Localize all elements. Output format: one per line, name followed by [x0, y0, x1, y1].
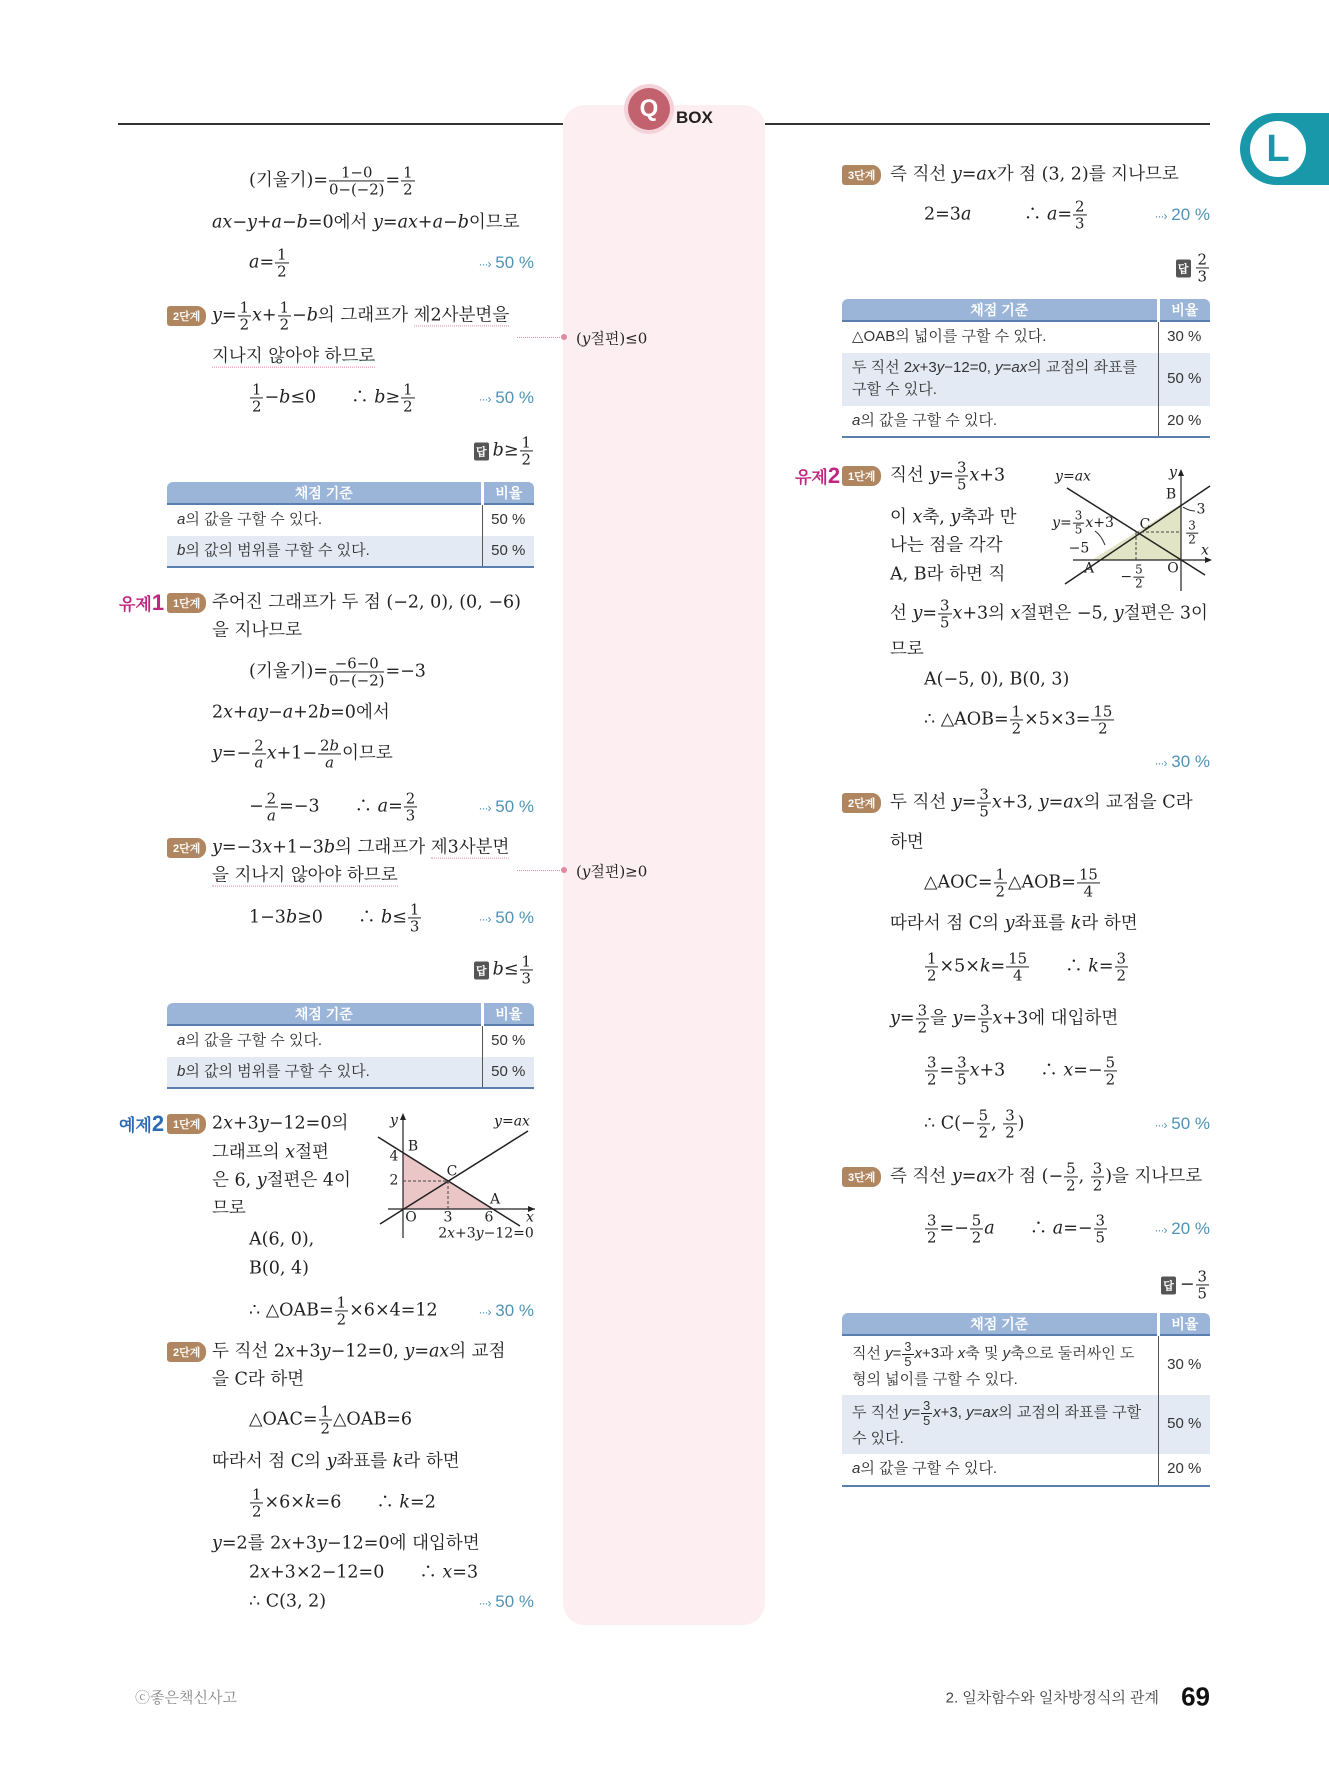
arrow-icon: ···› — [478, 257, 491, 271]
answer-icon: 답 — [474, 442, 489, 460]
graph-label: y — [390, 1112, 398, 1129]
table-cell: 두 직선 2x+3y−12=0, y=ax의 교점의 좌표를 구할 수 있다. — [842, 353, 1158, 406]
answer-value: b≥ $\frac{1}{2}$ — [492, 433, 531, 469]
text-line: 은 6, y절편은 4이 — [212, 1170, 351, 1191]
top-rule-left — [118, 123, 563, 125]
table-cell: 50 % — [482, 1025, 534, 1057]
table-header: 비율 — [482, 482, 534, 504]
graph-label: A — [489, 1191, 501, 1208]
text-line: 하면 — [890, 832, 924, 853]
text-line: 즉 직선 y=ax가 점 (− $\frac{5}{2}$ , $\frac{3}{2}$ )을 지나므로 — [890, 1159, 1203, 1195]
step-badge: 2단계 — [167, 306, 206, 326]
table-cell: 직선 y= $\frac{3}{5}$ x+3과 x축 및 y축으로 둘러싸인 도형의 넓이를 구할 수 있다. — [852, 1339, 1135, 1388]
problem-label — [119, 590, 164, 616]
chapter-tab — [1240, 113, 1329, 185]
percent-value: 30 % — [495, 1301, 534, 1320]
percent-value: 30 % — [1171, 752, 1210, 771]
problem-label — [795, 463, 840, 489]
table-header: 채점 기준 — [167, 482, 482, 504]
step-badge: 1단계 — [842, 466, 881, 486]
step-badge: 1단계 — [167, 1114, 206, 1134]
text-line: $\frac{1}{2}$ −b≤0 ∴ b≥ $\frac{1}{2}$ — [252, 380, 413, 416]
q-box-logo-icon: Q — [628, 88, 670, 130]
table-cell: 20 % — [1158, 406, 1210, 438]
text-line: ax−y+a−b=0에서 y=ax+a−b이므로 — [212, 212, 520, 233]
text-line: 2x+3y−12=0의 — [212, 1113, 349, 1134]
text-line — [212, 346, 375, 369]
table-header: 채점 기준 — [842, 299, 1158, 321]
text-line: $\frac{1}{2}$ ×6×k=6 ∴ k=2 — [252, 1485, 436, 1521]
table-cell: 50 % — [1158, 353, 1210, 406]
table-cell: △OAB의 넓이를 구할 수 있다. — [852, 328, 1047, 345]
text-part: y=−3x+1−3b의 그래프가 — [212, 837, 431, 858]
table-cell: 50 % — [482, 536, 534, 568]
text-line: 그래프의 x절편 — [212, 1142, 329, 1163]
answer-value: b≤ $\frac{1}{3}$ — [492, 952, 531, 988]
percent-value: 50 % — [495, 908, 534, 927]
text-line: 므로 — [212, 1198, 246, 1219]
arrow-icon: ···› — [478, 801, 491, 815]
graph-example2 — [370, 1110, 540, 1245]
text-line: 즉 직선 y=ax가 점 (3, 2)를 지나므로 — [890, 164, 1179, 185]
score-percent — [479, 253, 534, 273]
step-badge: 2단계 — [167, 1342, 206, 1362]
text-line: 주어진 그래프가 두 점 (−2, 0), (0, −6) — [212, 592, 521, 613]
scoring-table — [842, 299, 1210, 438]
arrow-icon: ···› — [478, 912, 491, 926]
label-number: 2 — [151, 1111, 165, 1136]
step-badge: 3단계 — [842, 165, 881, 185]
problem-label — [119, 1111, 164, 1137]
step-badge: 2단계 — [842, 793, 881, 813]
qbox-note-1: (y절편)≤0 — [576, 329, 648, 348]
graph-label: B — [407, 1138, 419, 1155]
table-cell: a의 값을 구할 수 있다. — [852, 1460, 998, 1478]
underlined-text: 제2사분면을 — [413, 305, 510, 326]
text-line: 따라서 점 C의 y좌표를 k라 하면 — [890, 913, 1138, 934]
text-line: △OAC= $\frac{1}{2}$ △OAB=6 — [249, 1402, 413, 1438]
arrow-icon: ···› — [478, 1305, 491, 1319]
score-percent — [1155, 1219, 1210, 1239]
score-percent — [479, 1301, 534, 1321]
table-cell: 50 % — [1158, 1395, 1210, 1454]
score-percent — [1155, 1114, 1210, 1134]
table-header: 비율 — [482, 1003, 534, 1025]
answer — [474, 434, 534, 467]
arrow-icon: ···› — [1154, 1223, 1167, 1237]
graph-label: A — [1083, 560, 1095, 577]
score-percent — [479, 1592, 534, 1612]
arrow-icon: ···› — [1154, 1118, 1167, 1132]
score-percent — [1155, 752, 1210, 772]
score-percent — [479, 388, 534, 408]
text-line — [212, 837, 509, 860]
score-percent — [479, 908, 534, 928]
table-cell: 30 % — [1158, 321, 1210, 353]
label-number: 2 — [827, 463, 841, 488]
text-line: 므로 — [890, 639, 924, 660]
text-line: $\frac{3}{2}$ =− $\frac{5}{2}$ a ∴ a=− $\frac{3}{5}$ — [927, 1211, 1106, 1247]
note-dot — [561, 867, 567, 873]
label-text: 유제 — [795, 468, 828, 487]
graph-label: −5 — [1068, 540, 1090, 557]
text-line: A(6, 0), — [249, 1229, 315, 1250]
table-header: 채점 기준 — [842, 1313, 1158, 1335]
label-number: 1 — [151, 590, 165, 615]
publisher-credit: ⓒ좋은책신사고 — [135, 1689, 237, 1707]
text-line: ∴ △OAB= $\frac{1}{2}$ ×6×4=12 — [249, 1293, 438, 1329]
note-connector — [517, 870, 564, 871]
table-cell: a의 값을 구할 수 있다. — [177, 1032, 323, 1049]
graph-label: B — [1165, 486, 1177, 503]
arrow-icon: ···› — [1154, 209, 1167, 223]
text-line: ∴ C(3, 2) — [249, 1591, 327, 1612]
text-line: 따라서 점 C의 y좌표를 k라 하면 — [212, 1451, 460, 1472]
scoring-table — [167, 482, 534, 568]
text-line: y=2를 2x+3y−12=0에 대입하면 — [212, 1533, 480, 1554]
qbox-note-2: (y절편)≥0 — [576, 862, 648, 881]
score-percent — [479, 797, 534, 817]
text-line: ∴ C(− $\frac{5}{2}$ , $\frac{3}{2}$ ) — [924, 1106, 1025, 1142]
text-line: △AOC= $\frac{1}{2}$ △AOB= $\frac{15}{4}$ — [924, 865, 1098, 901]
answer — [474, 953, 534, 986]
percent-value: 50 % — [495, 797, 534, 816]
table-cell: b의 값의 범위를 구할 수 있다. — [167, 536, 482, 568]
answer-icon: 답 — [1161, 1276, 1176, 1294]
graph-label: x — [526, 1209, 534, 1226]
graph-label: x — [1201, 542, 1209, 559]
underlined-text: 을 지나지 않아야 하므로 — [212, 865, 398, 886]
step-badge: 2단계 — [167, 838, 206, 858]
table-header: 비율 — [1158, 1313, 1210, 1335]
text-line: a= $\frac{1}{2}$ — [249, 245, 287, 281]
y-axis-arrow-icon — [1178, 469, 1184, 476]
text-line: A, B라 하면 직 — [890, 564, 1006, 585]
underlined-text: 제3사분면 — [430, 837, 510, 858]
text-line — [212, 865, 398, 888]
label-text: 예제 — [119, 1116, 152, 1135]
text-line: 직선 y= $\frac{3}{5}$ x+3 — [890, 458, 1006, 494]
graph-label: − $\frac{5}{2}$ — [1120, 562, 1143, 591]
note-connector — [517, 337, 564, 338]
graph-label: C — [1139, 516, 1151, 533]
label-pointer — [1183, 507, 1195, 511]
table-cell: a의 값을 구할 수 있다. — [177, 511, 323, 528]
table-header: 비율 — [1158, 299, 1210, 321]
graph-label: 2 — [389, 1172, 399, 1189]
percent-value: 50 % — [1171, 1114, 1210, 1133]
table-cell: 두 직선 y= $\frac{3}{5}$ x+3, y=ax의 교점의 좌표를 구할 수 있다. — [842, 1395, 1158, 1454]
text-line — [212, 299, 509, 332]
text-line: B(0, 4) — [249, 1258, 309, 1279]
graph-label: C — [446, 1163, 458, 1180]
answer-icon: 답 — [1176, 259, 1191, 277]
graph-label: $\frac{3}{2}$ — [1188, 518, 1196, 547]
label-text: 유제 — [119, 595, 152, 614]
text-line: 이 x축, y축과 만 — [890, 507, 1017, 528]
text-line: $\frac{3}{2}$ = $\frac{3}{5}$ x+3 ∴ x=− $\frac{5}{2}$ — [927, 1053, 1116, 1089]
chapter-title: 2. 일차함수와 일차방정식의 관계 — [945, 1689, 1159, 1707]
scoring-table — [842, 1313, 1210, 1487]
table-cell: 30 % — [1158, 1335, 1210, 1395]
step-badge: 1단계 — [167, 593, 206, 613]
text-line: (기울기)= $\frac{1-0}{0-(-2)}$ = $\frac{1}{2}$ — [249, 163, 413, 199]
graph-label: 3 — [1196, 501, 1206, 518]
text-line: 선 y= $\frac{3}{5}$ x+3의 x절편은 −5, y절편은 3이 — [890, 596, 1208, 632]
table-cell: 20 % — [1158, 1454, 1210, 1486]
percent-value: 50 % — [495, 1592, 534, 1611]
graph-label: O — [1167, 560, 1179, 577]
text-line: 두 직선 y= $\frac{3}{5}$ x+3, y=ax의 교점을 C라 — [890, 785, 1193, 821]
graph-label: 2x+3y−12=0 — [438, 1225, 534, 1242]
text-line: 2x+ay−a+2b=0에서 — [212, 702, 390, 723]
underlined-text: 지나지 않아야 하므로 — [212, 346, 376, 367]
table-cell: 50 % — [482, 504, 534, 536]
text-line: 2x+3×2−12=0 ∴ x=3 — [249, 1562, 479, 1583]
graph-label: y — [1169, 464, 1177, 481]
text-line: (기울기)= $\frac{-6-0}{0-(-2)}$ =−3 — [249, 654, 426, 690]
graph-label: 3 — [443, 1209, 453, 1226]
text-line: $\frac{1}{2}$ ×5×k= $\frac{15}{4}$ ∴ k= $\frac{3}{2}$ — [927, 949, 1126, 985]
text-line: 1−3b≥0 ∴ b≤ $\frac{1}{3}$ — [249, 900, 420, 936]
percent-value: 20 % — [1171, 1219, 1210, 1238]
percent-value: 50 % — [495, 253, 534, 272]
text-line: − $\frac{2}{a}$ =−3 ∴ a= $\frac{2}{3}$ — [249, 789, 416, 825]
arrow-icon: ···› — [478, 1596, 491, 1610]
answer-value: − $\frac{3}{5}$ — [1179, 1267, 1207, 1303]
page-number: 69 — [1181, 1681, 1210, 1712]
text-line: 두 직선 2x+3y−12=0, y=ax의 교점 — [212, 1341, 506, 1362]
graph-label: O — [405, 1209, 417, 1226]
answer-value: $\frac{2}{3}$ — [1197, 250, 1207, 286]
answer — [1176, 251, 1210, 284]
text-line: ∴ △AOB= $\frac{1}{2}$ ×5×3= $\frac{15}{2}$ — [924, 702, 1113, 738]
step-badge: 3단계 — [842, 1167, 881, 1187]
graph-label: y=ax — [494, 1113, 530, 1130]
text-line: 나는 점을 각각 — [890, 535, 1003, 556]
chapter-tab-letter: L — [1250, 121, 1306, 177]
text-line: y=− $\frac{2}{a}$ x+1− $\frac{2b}{a}$ 이므로 — [212, 736, 393, 772]
arrow-icon: ···› — [1154, 756, 1167, 770]
graph-exercise2 — [1045, 465, 1215, 593]
percent-value: 50 % — [495, 388, 534, 407]
top-rule-right — [765, 123, 1210, 125]
text-line: y= $\frac{3}{2}$ 을 y= $\frac{3}{5}$ x+3에 대입하면 — [890, 1001, 1119, 1037]
graph-label: y= $\frac{3}{5}$ x+3 — [1052, 508, 1114, 537]
table-cell: 50 % — [482, 1057, 534, 1089]
graph-label: 4 — [389, 1148, 399, 1165]
y-axis-arrow-icon — [400, 1113, 406, 1120]
answer-icon: 답 — [474, 961, 489, 979]
graph-label: y=ax — [1055, 468, 1091, 485]
text-part: y= $\frac{1}{2}$ x+ $\frac{1}{2}$ −b의 그래프가 — [212, 298, 414, 334]
text-line: 을 지나므로 — [212, 620, 303, 641]
scoring-table — [167, 1003, 534, 1089]
text-line: 을 C라 하면 — [212, 1369, 305, 1390]
text-line: 2=3a ∴ a= $\frac{2}{3}$ — [924, 197, 1085, 233]
arrow-icon: ···› — [478, 392, 491, 406]
percent-value: 20 % — [1171, 205, 1210, 224]
score-percent — [1155, 205, 1210, 225]
note-dot — [561, 334, 567, 340]
text-line: A(−5, 0), B(0, 3) — [924, 669, 1070, 690]
answer — [1161, 1268, 1210, 1301]
table-cell: a의 값을 구할 수 있다. — [852, 411, 998, 429]
graph-label: 6 — [484, 1209, 494, 1226]
table-cell: b의 값의 범위를 구할 수 있다. — [167, 1057, 482, 1089]
q-box-title: BOX — [676, 108, 713, 127]
table-header: 채점 기준 — [167, 1003, 482, 1025]
